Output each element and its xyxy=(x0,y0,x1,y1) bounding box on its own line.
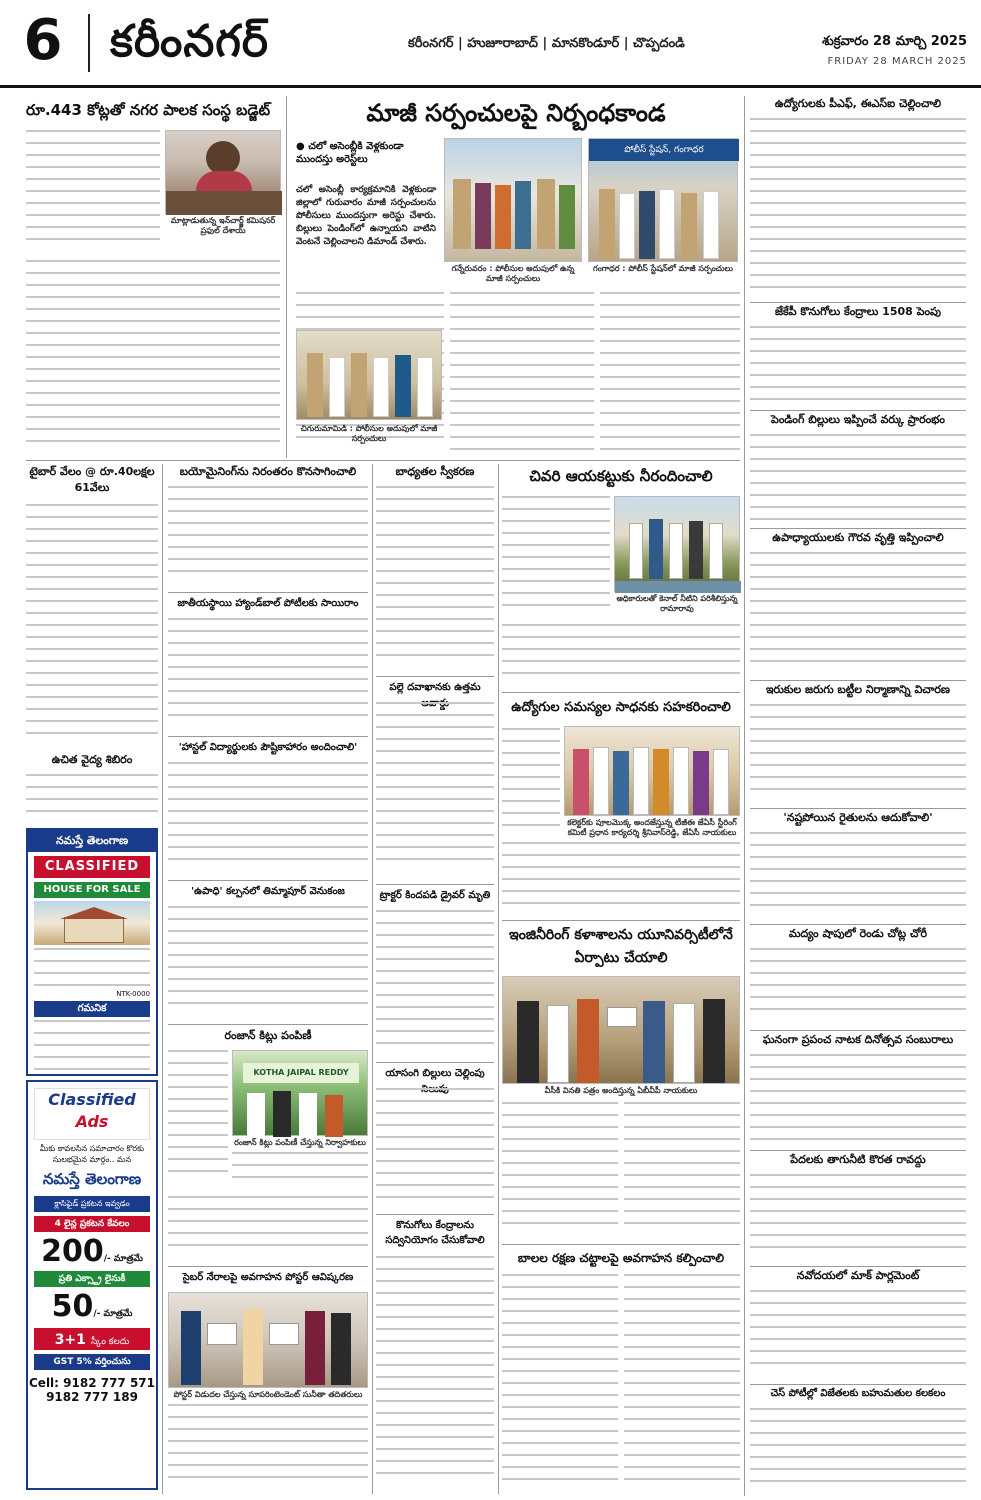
child-headline: బాలల రక్షణ చట్టాలపై అవగాహన కల్పించాలి xyxy=(517,1251,725,1265)
distress-headline: 'నష్టపోయిన రైతులను ఆదుకోవాలి' xyxy=(783,811,933,824)
ramzan-photo xyxy=(232,1050,368,1136)
cta-1: మీకు కావలసిన సమాచారం కొరకు xyxy=(39,1144,145,1153)
sarpanch-intro: చలో అసెంబ్లీ కార్యక్రమానికి వెళ్లకుండా జిల్లాలో గురువారం మాజీ సర్పంచులను పోలీసులు ముందస్తుగా అరెస్టు చేశారు. బిల్లులు పెండింగ్‌లో ఉన్నాయని వాటిని వెంటనే చెల్లించాలని డిమాండ్ చేశారు. xyxy=(296,185,436,247)
tractor-headline: ట్రాక్టర్ కిందపడి డ్రైవర్ మృతి xyxy=(379,890,491,901)
hostel-text xyxy=(168,762,368,878)
bio-headline: బయోమైనింగ్‌ను నిరంతరం కొనసాగించాలి xyxy=(179,465,357,478)
handball-headline: జాతీయస్థాయి హ్యాండ్‌బాల్ పోటీలకు సాయిరాం xyxy=(177,598,359,609)
tractor-text xyxy=(376,910,494,1060)
engineering-headline-box xyxy=(502,924,740,972)
mid-rule-5 xyxy=(168,1266,368,1267)
budget-headline: రూ.443 కోట్లతో నగర పాలక సంస్థ బడ్జెట్ xyxy=(26,101,271,119)
column-rule-mid2 xyxy=(498,464,499,1494)
hostel-headline: 'హాస్టల్ విద్యార్థులకు పౌష్టికాహారం అందించాలి' xyxy=(178,742,358,753)
right-rule-4 xyxy=(750,680,966,681)
right-rule-6 xyxy=(750,924,966,925)
phone-1: Cell: 9182 777 571 xyxy=(29,1376,155,1390)
section-title: కరీంనగర్ xyxy=(110,16,269,67)
distress-text xyxy=(750,832,966,922)
pending-headline: పెండింగ్ బిల్లులు ఇప్పించే వర్కు ప్రారంభం xyxy=(771,413,945,426)
right-rule-3 xyxy=(750,528,966,529)
namaste-classified-ad xyxy=(26,828,158,1076)
classified-label: CLASSIFIED xyxy=(34,856,150,878)
navodaya-headline-box xyxy=(750,1268,966,1286)
employee-headline-box xyxy=(502,696,740,722)
sarpanch-headline-box xyxy=(292,94,740,134)
paddy-text xyxy=(750,326,966,410)
cta-3: క్లాసిఫైడ్ ప్రకటన ఇవ్వడం xyxy=(34,1196,150,1212)
police-station-sign: పోలీస్ స్టేషన్, గంగాధర xyxy=(589,139,739,161)
sarpanch-text-2 xyxy=(450,292,594,458)
teachers-text xyxy=(750,552,966,678)
duties-headline-box xyxy=(376,464,494,482)
right-rule-9 xyxy=(750,1266,966,1267)
sand-headline: ఇరుకుల జరుగు బట్టీల నిర్మాణాన్ని విచారణ xyxy=(765,683,951,696)
budget-caption: మాట్లాడుతున్న ఇన్‌చార్జ్ కమిషనర్ ప్రఫుల్ దేశాయ్ xyxy=(170,216,276,235)
free-camp-headline-box xyxy=(26,752,158,770)
sarpanch-photo-2 xyxy=(588,138,738,262)
house-for-sale: HOUSE FOR SALE xyxy=(34,882,150,898)
budget-headline-box xyxy=(26,98,280,124)
mid-rule-3 xyxy=(168,880,368,881)
tractor-headline-box xyxy=(376,888,494,906)
pani-text xyxy=(750,1174,966,1264)
fold-rule xyxy=(26,460,740,461)
award-headline: పల్లె దవాఖానకు ఉత్తమ xyxy=(389,682,481,693)
procurement-headline-box xyxy=(376,1218,494,1252)
cyber-photo xyxy=(168,1292,368,1388)
sarpanch-headline: మాజీ సర్పంచులపై నిర్బంధకాండ xyxy=(366,99,666,127)
ramzan-text-1 xyxy=(168,1050,228,1194)
column-rule-right xyxy=(744,96,745,1496)
right-rule-1 xyxy=(750,302,966,303)
center-rule-3 xyxy=(502,1244,740,1245)
column-rule-mid xyxy=(372,464,373,1494)
paddy-headline: జేకేపీ కొనుగోలు కేంద్రాలు 1508 పెంపు xyxy=(775,305,941,318)
employee-text-1 xyxy=(502,728,560,838)
offer-text: స్కీం కలదు xyxy=(91,1337,130,1347)
mid-col-rule-4 xyxy=(376,1214,494,1215)
engineering-photo xyxy=(502,976,740,1084)
engineering-caption: వీసీకి వినతి పత్రం అందిస్తున్న ఏబీవీపీ నాయకులు xyxy=(544,1086,698,1095)
ramzan-text-3 xyxy=(168,1196,368,1262)
column-rule-left xyxy=(162,464,163,1494)
award-text xyxy=(376,702,494,882)
last-acre-headline-box xyxy=(502,464,740,490)
chess-text xyxy=(750,1408,966,1494)
sarpanch-bullet-box xyxy=(296,140,436,176)
last-acre-text-2 xyxy=(502,624,740,690)
price-lines-label: 4 లైన్ల ప్రకటన కేవలం xyxy=(34,1216,150,1232)
masthead-divider xyxy=(88,14,90,72)
engineering-headline: ఇంజినీరింగ్ కళాశాలను యూనివర్సిటీలోనే ఏర్పాటు చేయాలి xyxy=(509,927,733,966)
phone-2: 9182 777 189 xyxy=(46,1390,138,1404)
child-text-2 xyxy=(624,1274,740,1494)
classified-ads-logo-1: Classified xyxy=(48,1090,136,1109)
elected-text xyxy=(168,906,368,1022)
cyber-headline-box xyxy=(168,1270,368,1288)
youth-bills-headline-box xyxy=(376,1066,494,1084)
classified-ads-logo xyxy=(34,1088,150,1140)
sarpanch-text-3 xyxy=(600,292,740,458)
notice-label: గమనిక xyxy=(34,1001,150,1017)
pending-headline-box xyxy=(750,412,966,430)
paddy-headline-box xyxy=(750,304,966,322)
last-acre-photo xyxy=(614,496,740,592)
employee-caption: కలెక్టర్‌కు పూలమొక్క అందజేస్తున్న టీజీఈ జేఏసీ స్టీరింగ్ కమిటీ ప్రధాన కార్యదర్శి శ్రీనివాస్‌రెడ్డి, జేఏసీ నాయకులు xyxy=(567,818,737,837)
classified-price-ad xyxy=(26,1080,158,1490)
price-main-unit: /- మాత్రమే xyxy=(103,1254,143,1264)
right-rule-8 xyxy=(750,1150,966,1151)
handball-text xyxy=(168,618,368,734)
budget-photo xyxy=(165,130,281,214)
teachers-headline-box xyxy=(750,530,966,548)
procurement-headline: కొనుగోలు కేంద్రాలను సద్వినియోగం చేసుకోవాలి xyxy=(385,1220,485,1246)
price-extra-unit: /- మాత్రమే xyxy=(93,1309,133,1319)
town-list: కరీంనగర్ | హుజూరాబాద్ | మానకొండూర్ | చొప్పదండి xyxy=(408,36,685,51)
center-rule-2 xyxy=(502,920,740,921)
budget-text-2 xyxy=(26,260,280,456)
navodaya-headline: నవోదయలో మాక్ పార్లమెంట్ xyxy=(796,1269,920,1282)
mid-col-rule-3 xyxy=(376,1062,494,1063)
bio-text xyxy=(168,486,368,590)
ramzan-headline-box xyxy=(168,1028,368,1046)
mid-col-rule-2 xyxy=(376,884,494,885)
liquor-headline-box xyxy=(750,926,966,944)
liquor-text xyxy=(750,948,966,1028)
elected-headline-box xyxy=(168,884,368,902)
notice-text xyxy=(34,1020,150,1084)
uppf-text xyxy=(750,118,966,300)
date-english: FRIDAY 28 MARCH 2025 xyxy=(827,56,967,67)
last-acre-headline: చివరి ఆయకట్టుకు నీరందించాలి xyxy=(529,467,713,485)
mid-rule-1 xyxy=(168,592,368,593)
gst-note: GST 5% వర్తించును xyxy=(34,1354,150,1370)
sarpanch-photo-3-caption: చిగురుమామిడి : పోలీసుల అదుపులో మాజీ సర్పంచులు xyxy=(300,424,438,443)
ramzan-banner: KOTHA JAIPAL REDDY xyxy=(243,1063,359,1083)
uppf-headline-box xyxy=(750,96,966,114)
namaste-brand: నమస్తే తెలంగాణ xyxy=(28,830,156,852)
extra-line-label: ప్రతి ఎక్స్ట్రా లైనుకీ xyxy=(34,1271,150,1287)
sand-text xyxy=(750,704,966,808)
youth-bills-headline: యాసంగి బిల్లులు చెల్లింపు xyxy=(385,1068,485,1079)
water-headline-box xyxy=(750,1032,966,1050)
duties-text xyxy=(376,486,494,672)
handball-headline-box xyxy=(168,596,368,614)
cyber-caption: పోస్టర్ విడుదల చేస్తున్న సూపరింటెండెంట్ సునీతా తదితరులు xyxy=(173,1390,363,1399)
free-camp-text xyxy=(26,774,158,824)
uppf-headline: ఉద్యోగులకు పీఎఫ్, ఈఎస్ఐ చెల్లించాలి xyxy=(774,97,942,110)
mid-rule-4 xyxy=(168,1024,368,1025)
budget-text-1 xyxy=(26,130,160,256)
right-rule-10 xyxy=(750,1384,966,1385)
house-ad-text xyxy=(34,948,150,988)
navodaya-text xyxy=(750,1290,966,1380)
price-extra-row xyxy=(28,1289,156,1324)
classified-ads-logo-2: Ads xyxy=(75,1112,109,1131)
employee-photo xyxy=(564,726,740,816)
teachers-headline: ఉపాధ్యాయులకు గౌరవ వృత్తి ఇప్పించాలి xyxy=(772,531,944,544)
free-camp-headline: ఉచిత వైద్య శిబిరం xyxy=(51,753,133,766)
brand-big: నమస్తే తెలంగాణ xyxy=(42,1170,142,1188)
cta-2: సులభమైన మార్గం.. మన xyxy=(52,1155,132,1164)
chess-headline: చెస్ పోటీల్లో విజేతలకు బహుమతుల కలకలం xyxy=(770,1388,946,1399)
child-text-1 xyxy=(502,1274,618,1494)
date-telugu: శుక్రవారం 28 మార్చి 2025 xyxy=(822,34,967,49)
engineering-text-2 xyxy=(624,1102,740,1242)
ntk-code: NTK-0000 xyxy=(116,990,150,998)
last-acre-text-1 xyxy=(502,496,610,622)
employee-text-2 xyxy=(502,842,740,918)
timer-headline: టైబార్ వేలం @ రూ.40లక్షల 61వేలు xyxy=(29,465,155,494)
center-rule-1 xyxy=(502,692,740,693)
right-rule-5 xyxy=(750,808,966,809)
sarpanch-photo-1-caption: గన్నేరువరం : పోలీసుల అదుపులో ఉన్న మాజీ సర్పంచులు xyxy=(451,264,575,283)
procurement-text xyxy=(376,1256,494,1494)
ramzan-headline: రంజాన్ కిట్లు పంపిణీ xyxy=(224,1029,312,1042)
pani-headline-box xyxy=(750,1152,966,1170)
award-headline-box xyxy=(376,680,494,698)
mid-col-rule-1 xyxy=(376,676,494,677)
price-extra: 50 xyxy=(51,1289,94,1324)
bullet-icon: ● xyxy=(296,141,309,152)
right-rule-2 xyxy=(750,410,966,411)
pani-headline: పేదలకు తాగునీటి కొరత రావద్దు xyxy=(790,1153,926,1166)
mid-rule-2 xyxy=(168,736,368,737)
child-headline-box xyxy=(502,1248,740,1270)
masthead xyxy=(0,0,981,88)
timer-headline-box xyxy=(26,464,158,500)
water-text xyxy=(750,1054,966,1148)
youth-bills-text xyxy=(376,1088,494,1212)
employee-headline: ఉద్యోగుల సమస్యల సాధనకు సహకరించాలి xyxy=(511,700,731,715)
sarpanch-bullet-text: చలో అసెంబ్లీకి వెళ్లకుండా ముందస్తు అరెస్ట్‌లు xyxy=(296,141,404,165)
timer-text xyxy=(26,504,158,750)
duties-headline: బాధ్యతల స్వీకరణ xyxy=(395,465,475,478)
page-number: 6 xyxy=(23,8,63,73)
sand-headline-box xyxy=(750,682,966,700)
offer: 3+1 xyxy=(54,1332,86,1348)
hostel-headline-box xyxy=(168,740,368,758)
pending-text xyxy=(750,434,966,528)
elected-headline: 'ఉపాధి' కల్పనలో తిమ్మాపూర్ వెనుకంజ xyxy=(191,886,345,897)
sarpanch-intro-box xyxy=(296,184,436,288)
sarpanch-bullet xyxy=(296,140,436,166)
bio-headline-box xyxy=(168,464,368,482)
sarpanch-photo-3 xyxy=(296,330,442,420)
last-acre-caption: అధికారులతో కెనాల్ నీటిని పరిశీలిస్తున్న రామారావు xyxy=(616,594,738,613)
price-main: 200 xyxy=(41,1234,104,1269)
water-headline: ఘనంగా ప్రపంచ నాటక దినోత్సవ సంబురాలు xyxy=(762,1033,954,1046)
liquor-headline: మద్యం షాపులో రెండు చోట్ల చోరీ xyxy=(788,927,928,940)
ramzan-text-2 xyxy=(232,1152,368,1192)
right-rule-7 xyxy=(750,1030,966,1031)
chess-headline-box xyxy=(750,1386,966,1404)
cyber-headline: సైబర్ నేరాలపై అవగాహన పోస్టర్ ఆవిష్కరణ xyxy=(182,1272,354,1283)
house-photo xyxy=(34,901,150,945)
price-main-row xyxy=(28,1234,156,1269)
cyber-text xyxy=(168,1404,368,1494)
engineering-text-1 xyxy=(502,1102,618,1242)
offer-row xyxy=(34,1328,150,1350)
sarpanch-photo-2-caption: గంగాధర : పోలీస్ స్టేషన్‌లో మాజీ సర్పంచులు xyxy=(593,264,733,273)
ramzan-caption: రంజాన్ కిట్లు పంపిణీ చేస్తున్న నిర్వాహకులు xyxy=(234,1138,366,1147)
column-rule xyxy=(286,96,287,458)
sarpanch-photo-1 xyxy=(444,138,582,262)
distress-headline-box xyxy=(750,810,966,828)
